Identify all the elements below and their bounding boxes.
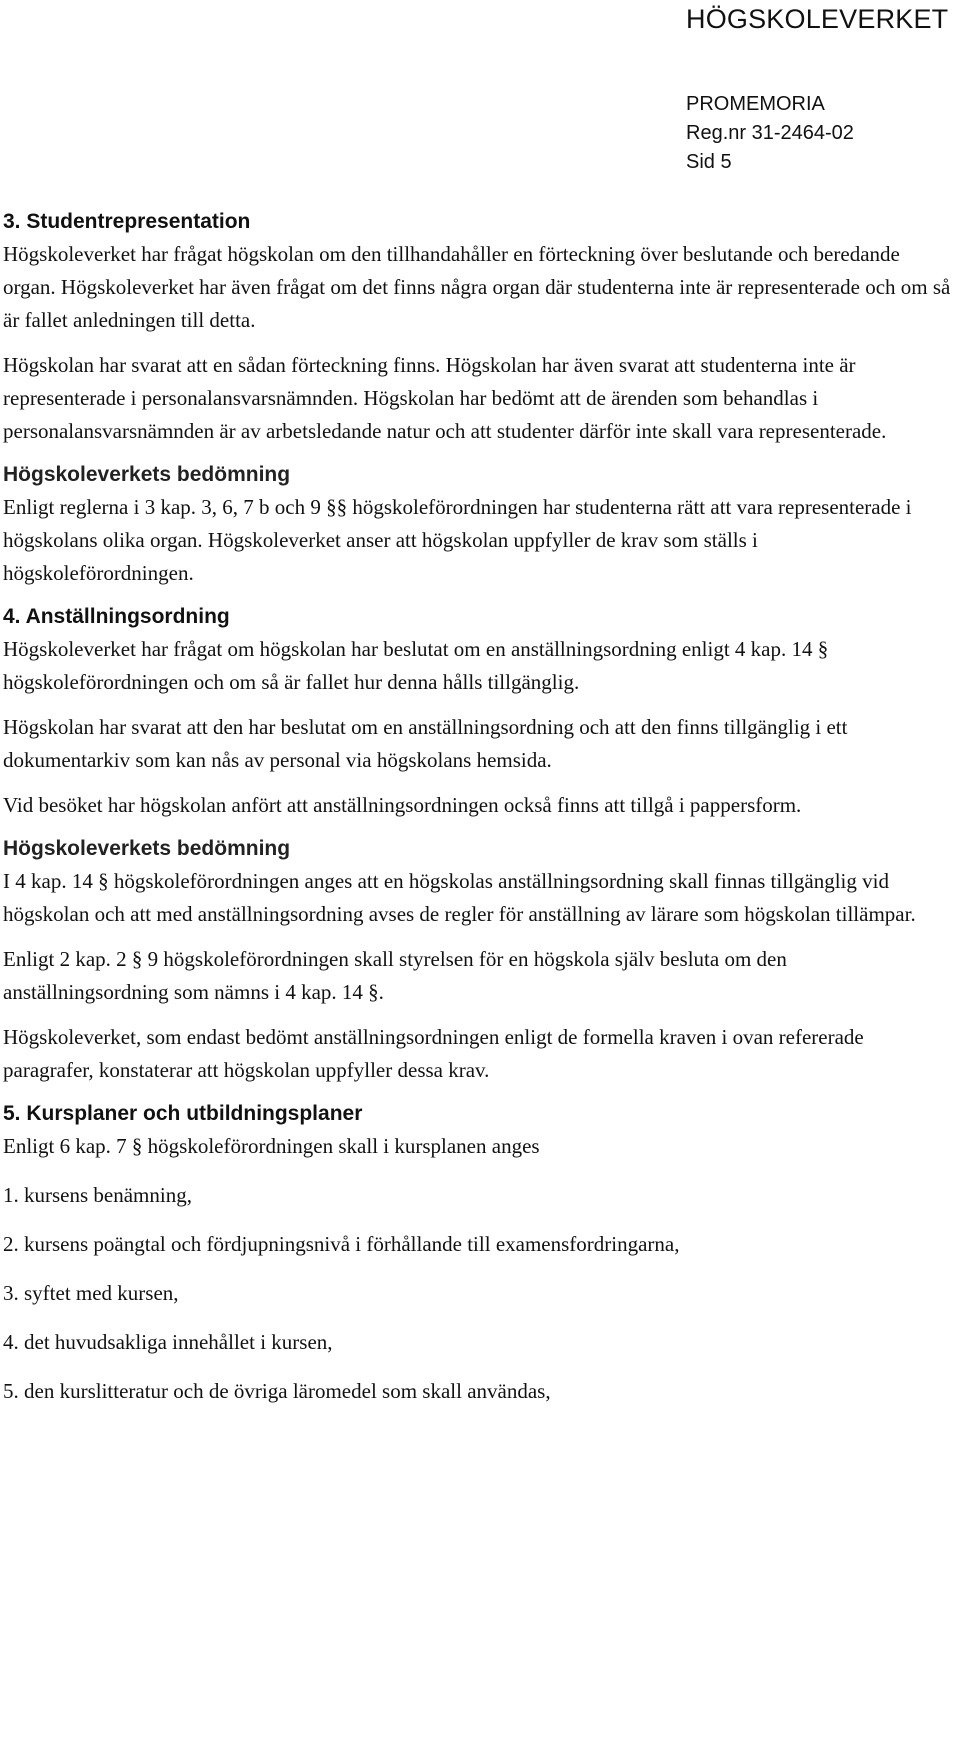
section-anstallningsordning xyxy=(3,600,953,1087)
paragraph: I 4 kap. 14 § högskoleförordningen anges att en högskolas anställningsordning skall finnas tillgänglig vid högskolan och att med anställningsordning avses de regler för anställning av lärare som högskolan tillämpar. xyxy=(3,869,916,926)
section-heading: 4. Anställningsordning xyxy=(3,605,230,628)
list-item: 4. det huvudsakliga innehållet i kursen, xyxy=(3,1330,333,1354)
section-heading: 3. Studentrepresentation xyxy=(3,210,251,233)
page-number: Sid 5 xyxy=(686,151,732,173)
list-item: 2. kursens poängtal och fördjupningsnivå i förhållande till examensfordringarna, xyxy=(3,1232,680,1256)
paragraph: Enligt 2 kap. 2 § 9 högskoleförordningen skall styrelsen för en högskola själv besluta om den anställningsordning som nämns i 4 kap. 14 §. xyxy=(3,947,787,1004)
document-body xyxy=(3,205,953,1408)
paragraph: Högskolan har svarat att en sådan förteckning finns. Högskolan har även svarat att studenterna inte är representerade i personalansvarsnämnden. Högskolan har bedömt att de ärenden som behandlas i personalansvarsnämnden är av arbetsledande natur och att studenter därför inte skall vara representerade. xyxy=(3,353,887,443)
list-item: 5. den kurslitteratur och de övriga läromedel som skall användas, xyxy=(3,1379,551,1403)
assessment-heading: Högskoleverkets bedömning xyxy=(3,463,291,486)
paragraph: Högskoleverket, som endast bedömt anställningsordningen enligt de formella kraven i ovan refererade paragrafer, konstaterar att högskolan uppfyller dessa krav. xyxy=(3,1025,864,1082)
organization-name: HÖGSKOLEVERKET xyxy=(686,4,949,34)
section-studentrepresentation xyxy=(3,205,953,590)
document-meta xyxy=(686,90,854,177)
list-item: 1. kursens benämning, xyxy=(3,1183,192,1207)
assessment-heading: Högskoleverkets bedömning xyxy=(3,837,291,860)
document-type: PROMEMORIA xyxy=(686,93,825,115)
paragraph: Högskoleverket har frågat om högskolan har beslutat om en anställningsordning enligt 4 kap. 14 § högskoleförordningen och om så är fallet hur denna hålls tillgänglig. xyxy=(3,637,829,694)
paragraph: Enligt 6 kap. 7 § högskoleförordningen skall i kursplanen anges xyxy=(3,1134,540,1158)
paragraph: Vid besöket har högskolan anfört att anställningsordningen också finns att tillgå i pappersform. xyxy=(3,793,802,817)
section-kursplaner xyxy=(3,1097,953,1408)
paragraph: Enligt reglerna i 3 kap. 3, 6, 7 b och 9 §§ högskoleförordningen har studenterna rätt att vara representerade i högskolans olika organ. Högskoleverket anser att högskolan uppfyller de krav som ställs i högskoleförordningen. xyxy=(3,495,912,585)
paragraph: Högskolan har svarat att den har beslutat om en anställningsordning och att den finns tillgänglig i ett dokumentarkiv som kan nås av personal via högskolans hemsida. xyxy=(3,715,848,772)
registration-number: Reg.nr 31-2464-02 xyxy=(686,122,854,144)
list-item: 3. syftet med kursen, xyxy=(3,1281,179,1305)
requirements-list xyxy=(3,1179,953,1408)
section-heading: 5. Kursplaner och utbildningsplaner xyxy=(3,1102,363,1125)
paragraph: Högskoleverket har frågat högskolan om den tillhandahåller en förteckning över beslutande och beredande organ. Högskoleverket har även frågat om det finns några organ där studenterna inte är representerade och om så är fallet anledningen till detta. xyxy=(3,242,951,332)
